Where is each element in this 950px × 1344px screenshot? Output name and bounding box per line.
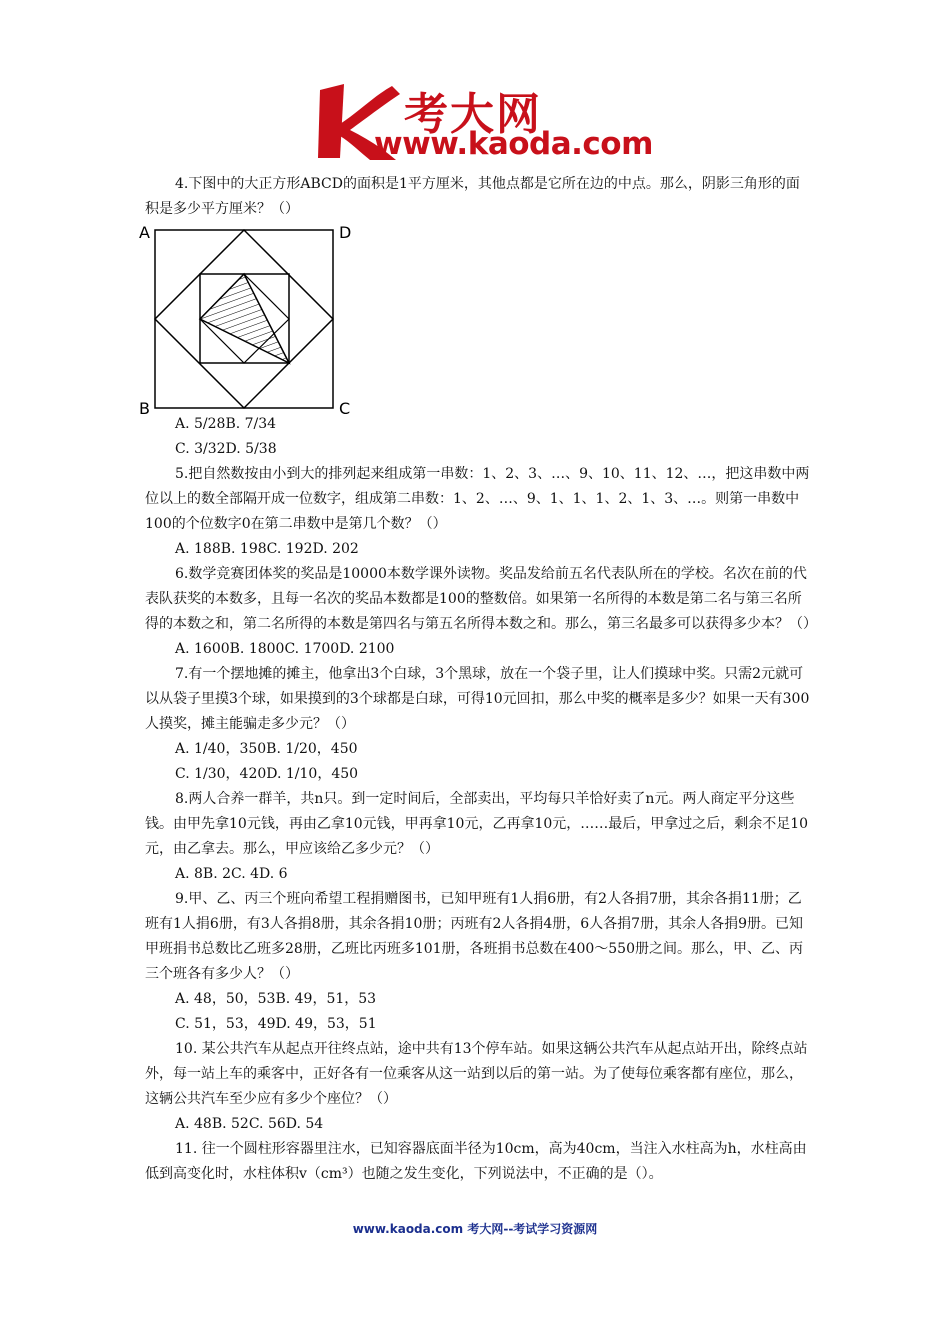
question-4: 4.下图中的大正方形ABCD的面积是1平方厘米，其他点都是它所在边的中点。那么，阴影三角形的面积是多少平方厘米？（） <box>145 176 800 217</box>
question-9-options-2: C. 51，53，49D. 49，53，51 <box>175 1016 377 1032</box>
shaded-triangle <box>200 274 289 363</box>
question-10-options: A. 48B. 52C. 56D. 54 <box>175 1116 324 1132</box>
question-4-options-2: C. 3/32D. 5/38 <box>175 441 277 457</box>
label-b: B <box>139 399 150 414</box>
nested-squares-figure <box>139 222 365 414</box>
label-c: C <box>339 399 351 414</box>
question-4-options-1: A. 5/28B. 7/34 <box>175 416 277 432</box>
question-5: 5.把自然数按由小到大的排列起来组成第一串数：1、2、3、…、9、10、11、12、…，把这串数中两位以上的数全部隔开成一位数字，组成第二串数：1、2、…、9、1、1、1、2、1、3、…。则第一串数中100的个位数字0在第二串数中是第几个数？（） <box>145 466 810 532</box>
footer-link[interactable]: www.kaoda.com 考大网--考试学习资源网 <box>352 1222 598 1236</box>
document-body <box>139 172 817 1187</box>
question-6-options: A. 1600B. 1800C. 1700D. 2100 <box>175 641 395 657</box>
question-11: 11. 往一个圆柱形容器里注水，已知容器底面半径为10cm，高为40cm，当注入水柱高为h，水柱高由低到高变化时，水柱体积v（cm³）也随之发生变化，下列说法中，不正确的是（）。 <box>145 1141 807 1182</box>
logo-url-text: www.kaoda.com <box>374 126 653 162</box>
question-7: 7.有一个摆地摊的摊主，他拿出3个白球，3个黑球，放在一个袋子里，让人们摸球中奖。只需2元就可以从袋子里摸3个球，如果摸到的3个球都是白球，可得10元回扣，那么中奖的概率是多少？如果一天有300人摸奖，摊主能骗走多少元？（） <box>145 666 810 732</box>
kaoda-logo <box>316 82 653 162</box>
question-8: 8.两人合养一群羊，共n只。到一定时间后，全部卖出，平均每只羊恰好卖了n元。两人商定平分这些钱。由甲先拿10元钱，再由乙拿10元钱，甲再拿10元，乙再拿10元，……最后，甲拿过之后，剩余不足10元，由乙拿去。那么，甲应该给乙多少元？（） <box>145 791 809 857</box>
question-7-options-1: A. 1/40，350B. 1/20，450 <box>175 741 358 757</box>
question-5-options: A. 188B. 198C. 192D. 202 <box>175 541 359 557</box>
question-9-options-1: A. 48，50，53B. 49，51，53 <box>175 991 377 1007</box>
label-d: D <box>339 223 352 242</box>
question-9: 9.甲、乙、丙三个班向希望工程捐赠图书，已知甲班有1人捐6册，有2人各捐7册，其余各捐11册；乙班有1人捐6册，有3人各捐8册，其余各捐10册；丙班有2人各捐4册，6人各捐7册，其余人各捐9册。已知甲班捐书总数比乙班多28册，乙班比丙班多101册，各班捐书总数在400～550册之间。那么，甲、乙、丙三个班各有多少人？（） <box>145 891 803 982</box>
question-6: 6.数学竞赛团体奖的奖品是10000本数学课外读物。奖品发给前五名代表队所在的学校。名次在前的代表队获奖的本数多，且每一名次的奖品本数都是100的整数倍。如果第一名所得的本数是第二名与第三名所得的本数之和，第二名所得的本数是第四名与第五名所得本数之和。那么，第三名最多可以获得多少本？（） <box>145 566 817 632</box>
question-10: 10. 某公共汽车从起点开往终点站，途中共有13个停车站。如果这辆公共汽车从起点站开出，除终点站外，每一站上车的乘客中，正好各有一位乘客从这一站到以后的第一站。为了使每位乘客都有座位，那么，这辆公共汽车至少应有多少个座位？（） <box>145 1041 808 1107</box>
question-7-options-2: C. 1/30，420D. 1/10，450 <box>175 766 359 782</box>
geometry-diagram <box>133 222 363 414</box>
label-a: A <box>139 223 150 242</box>
question-8-options: A. 8B. 2C. 4D. 6 <box>175 866 288 882</box>
logo-brand-text: 考大网 <box>404 89 542 140</box>
